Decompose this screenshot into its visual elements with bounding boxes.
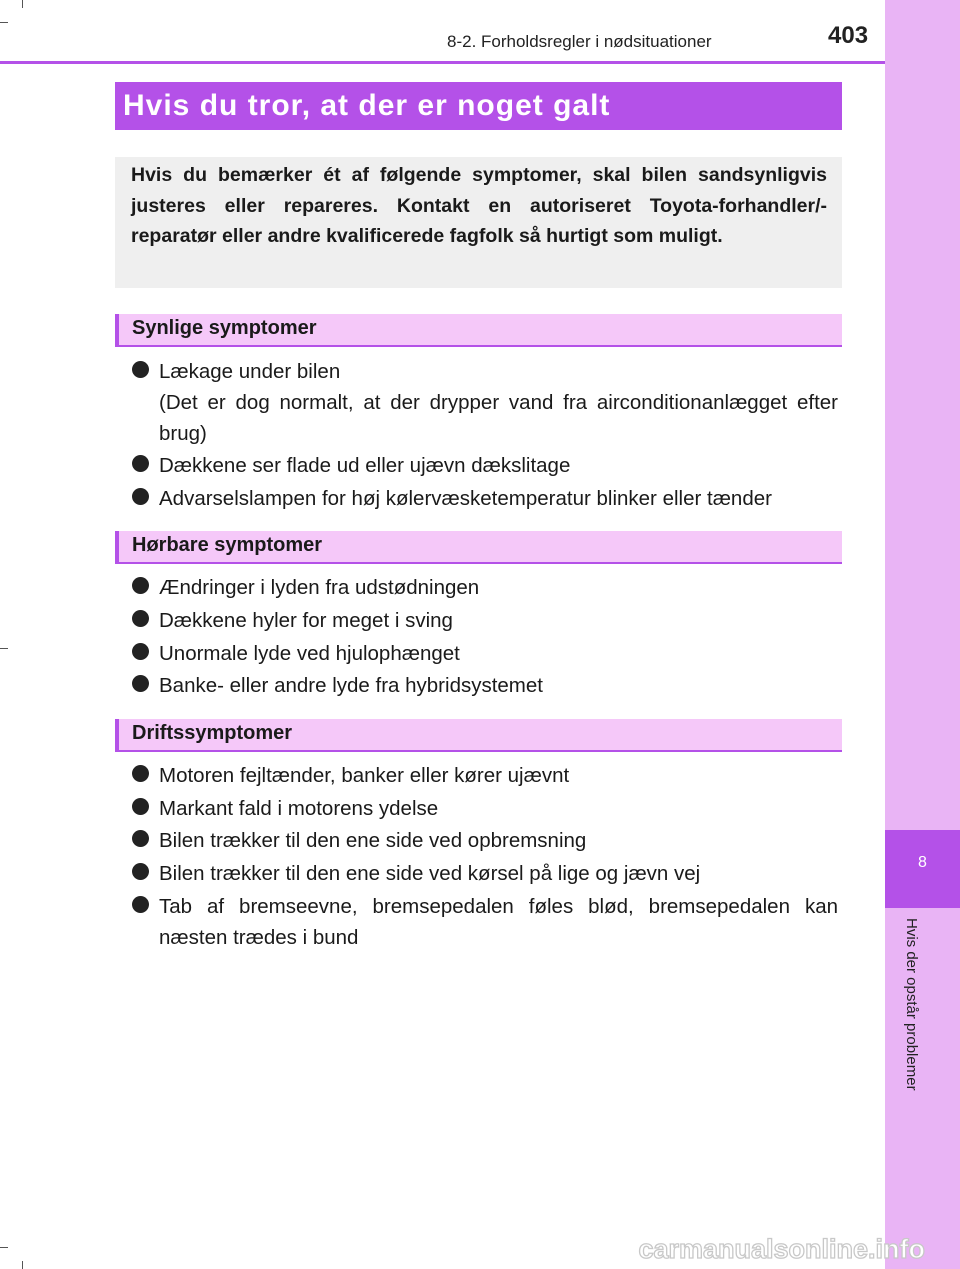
bullet-icon: [132, 863, 149, 880]
intro-box: [115, 157, 842, 288]
list-item: [132, 858, 838, 889]
list-item: [132, 356, 838, 449]
list-item: [132, 670, 838, 701]
list-item-text: Tab af bremseevne, bremsepedalen føles blød, bremsepedalen kan næsten trædes i bund: [159, 895, 838, 949]
list-item-text: Advarselslampen for høj kølervæsketemperatur blinker eller tænder: [159, 487, 772, 510]
bullet-icon: [132, 643, 149, 660]
crop-mark: [0, 22, 8, 23]
section-heading-audible: [115, 531, 842, 564]
list-item: [132, 825, 838, 856]
list-item: [132, 483, 838, 514]
list-item: [132, 605, 838, 636]
list-item-text: Bilen trækker til den ene side ved opbremsning: [159, 829, 587, 852]
watermark-text: carmanualsonline.info: [638, 1234, 925, 1264]
header-divider: [0, 61, 885, 64]
crop-mark: [22, 1261, 23, 1269]
section-header: 8-2. Forholdsregler i nødsituationer: [447, 32, 712, 51]
page-number: 403: [828, 22, 869, 49]
chapter-title-vertical: Hvis der opstår problemer: [903, 918, 920, 1091]
list-item-text: Markant fald i motorens ydelse: [159, 797, 439, 820]
intro-text: Hvis du bemærker ét af følgende symptomer, skal bilen sandsynligvis justeres eller repareres. Kontakt en autoriseret Toyota-forhandler/-reparatør eller andre kvalificerede fagfolk så hurtigt som muligt.: [131, 164, 827, 247]
list-item-text: Dækkene ser flade ud eller ujævn dækslitage: [159, 454, 571, 477]
list-item-text: Banke- eller andre lyde fra hybridsystemet: [159, 674, 543, 697]
bullet-icon: [132, 798, 149, 815]
page-title: Hvis du tror, at der er noget galt: [123, 89, 611, 122]
bullet-icon: [132, 610, 149, 627]
section-heading-visible: [115, 314, 842, 347]
crop-mark: [0, 1247, 8, 1248]
bullet-icon: [132, 455, 149, 472]
bullet-icon: [132, 361, 149, 378]
list-item-text: Motoren fejltænder, banker eller kører ujævnt: [159, 764, 570, 787]
list-item: [132, 572, 838, 603]
watermark-logo: [600, 1232, 930, 1266]
bullet-icon: [132, 488, 149, 505]
section-heading-operational: [115, 719, 842, 752]
list-item-text: Ændringer i lyden fra udstødningen: [159, 576, 480, 599]
chapter-number-tab[interactable]: [885, 830, 960, 908]
bullet-icon: [132, 577, 149, 594]
list-item-text: Bilen trækker til den ene side ved kørsel på lige og jævn vej: [159, 862, 701, 885]
chapter-number: 8: [918, 854, 927, 871]
section-title: Synlige symptomer: [132, 317, 317, 339]
list-item: [132, 793, 838, 824]
list-item-text: Unormale lyde ved hjulophænget: [159, 642, 460, 665]
bullet-icon: [132, 675, 149, 692]
bullet-icon: [132, 896, 149, 913]
list-item-text: Lækage under bilen (Det er dog normalt, at der drypper vand fra airconditionanlægget efter brug): [159, 360, 838, 445]
section-title: Hørbare symptomer: [132, 534, 323, 556]
list-item: [132, 760, 838, 791]
bullet-icon: [132, 830, 149, 847]
list-item: [132, 891, 838, 953]
crop-mark: [0, 648, 8, 649]
list-item: [132, 638, 838, 669]
list-item-text: Dækkene hyler for meget i sving: [159, 609, 453, 632]
crop-mark: [22, 0, 23, 8]
section-title: Driftssymptomer: [132, 722, 293, 744]
list-item: [132, 450, 838, 481]
page-title-bar: [115, 82, 842, 130]
bullet-icon: [132, 765, 149, 782]
